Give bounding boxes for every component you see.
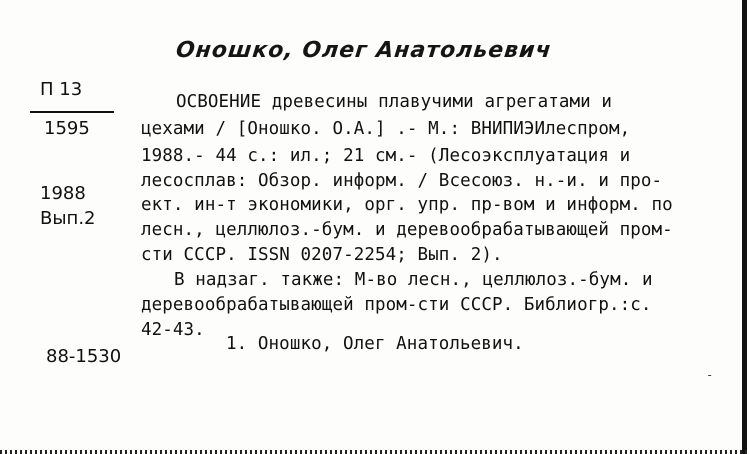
description-line-7: сти СССР. ISSN 0207-2254; Вып. 2). (141, 245, 503, 265)
description-line-3: 1988.- 44 с.: ил.; 21 см.- (Лесоэксплуатация и (141, 146, 631, 166)
description-line-6: лесн., целлюлоз.-бум. и деревообрабатывающей пром- (141, 220, 673, 240)
description-line-2: цехами / [Оношко. О.А.] .- М.: ВНИПИЭИлеспром, (141, 119, 631, 139)
description-line-10: 42-43. (141, 320, 205, 340)
shelfmark-number: 1595 (44, 118, 90, 139)
tracing-line: 1. Оношко, Олег Анатольевич. (226, 334, 524, 354)
corner-mark: - (706, 368, 714, 382)
shelfmark-top: П 13 (40, 79, 83, 100)
handwritten-heading: Оношко, Олег Анатольевич (174, 38, 553, 63)
description-line-4: лесосплав: Обзор. информ. / Всесоюз. н.-и. и про- (141, 171, 663, 191)
shelfmark-rule (30, 111, 114, 113)
description-line-8: В надзаг. также: М-во лесн., целлюлоз.-бум. и (174, 270, 653, 290)
shelfmark-year: 1988 (40, 183, 86, 204)
shelfmark-issue: Вып.2 (40, 208, 96, 229)
description-line-9: деревообрабатывающей пром-сти СССР. Библиогр.:с. (141, 295, 652, 315)
card-right-edge (742, 0, 747, 454)
card-bottom-edge (0, 450, 750, 454)
description-line-5: ект. ин-т экономики, орг. упр. пр-вом и информ. по (141, 195, 673, 215)
accession-number: 88-1530 (46, 346, 122, 367)
description-line-1: ОСВОЕНИЕ древесины плавучими агрегатами и (176, 92, 613, 112)
